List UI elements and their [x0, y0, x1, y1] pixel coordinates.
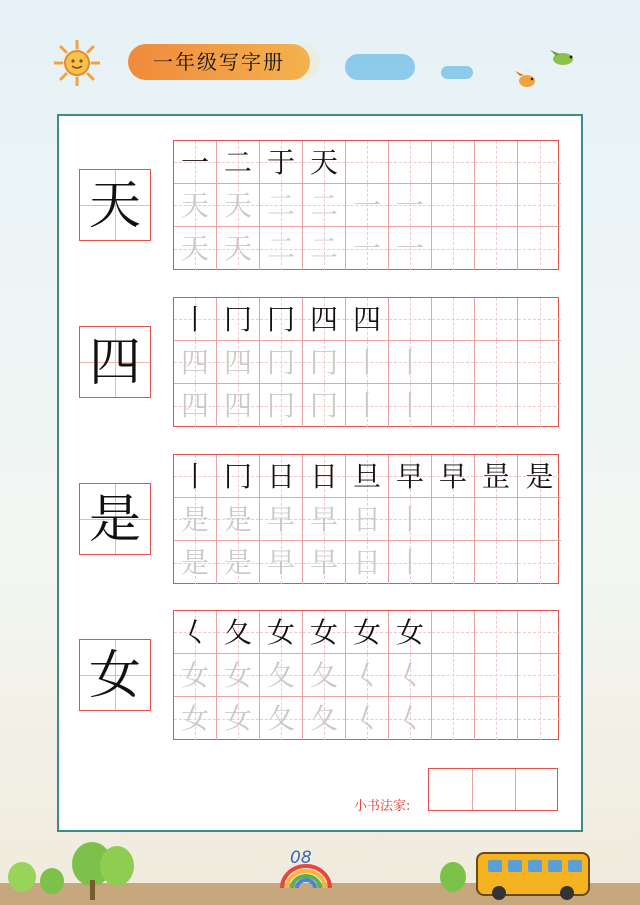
trace-glyph — [432, 384, 474, 427]
trace-glyph — [432, 184, 474, 226]
stroke-step: 冂 — [223, 460, 252, 493]
page-title: 一年级写字册 — [153, 50, 285, 74]
stroke-step: 天 — [309, 146, 338, 179]
tracing-cell[interactable] — [432, 498, 475, 541]
stroke-order-cell[interactable] — [518, 141, 561, 184]
stroke-order-cell[interactable] — [260, 611, 303, 654]
tracing-cell[interactable] — [432, 541, 475, 584]
school-bus-icon — [476, 852, 590, 896]
stroke-step: 夂 — [223, 616, 252, 649]
tracing-cell[interactable] — [346, 654, 389, 697]
trace-glyph: 一 — [352, 232, 381, 265]
trace-glyph: 早 — [266, 503, 295, 536]
trace-glyph: 夂 — [266, 702, 295, 735]
trace-glyph: 𡿨 — [352, 702, 381, 735]
trace-glyph — [432, 654, 474, 696]
stroke-order-cell[interactable] — [389, 298, 432, 341]
tracing-cell[interactable] — [260, 498, 303, 541]
tracing-cell[interactable] — [217, 654, 260, 697]
stroke-step — [518, 141, 561, 183]
trace-glyph — [475, 541, 517, 584]
bird-icon-orange — [514, 70, 540, 94]
trace-glyph: 女 — [180, 659, 209, 692]
page-title-banner — [128, 44, 310, 80]
stroke-step: 于 — [266, 146, 295, 179]
stroke-step — [432, 611, 474, 653]
trace-glyph: 是 — [223, 503, 252, 536]
trace-glyph: 二 — [309, 189, 338, 222]
trace-glyph — [475, 227, 517, 270]
stroke-order-cell[interactable] — [174, 455, 217, 498]
stroke-step — [518, 298, 561, 340]
tracing-cell[interactable] — [518, 184, 561, 227]
tracing-cell[interactable] — [303, 227, 346, 270]
stroke-step: 旦 — [352, 460, 381, 493]
tracing-cell[interactable] — [303, 498, 346, 541]
tracing-cell[interactable] — [260, 227, 303, 270]
trace-glyph: 日 — [352, 503, 381, 536]
tracing-cell[interactable] — [260, 341, 303, 384]
tracing-cell[interactable] — [174, 541, 217, 584]
stroke-step: 日 — [309, 460, 338, 493]
tracing-cell[interactable] — [174, 654, 217, 697]
trace-glyph: 是 — [223, 546, 252, 579]
tracing-cell[interactable] — [303, 541, 346, 584]
tree-icon — [440, 862, 466, 892]
tree-trunk — [90, 880, 95, 900]
tracing-cell[interactable] — [346, 697, 389, 740]
trace-glyph: 四 — [223, 346, 252, 379]
tracing-cell[interactable] — [389, 697, 432, 740]
trace-glyph: 冂 — [266, 389, 295, 422]
tracing-cell[interactable] — [346, 184, 389, 227]
tracing-cell[interactable] — [346, 227, 389, 270]
trace-glyph: 𡿨 — [352, 659, 381, 692]
tracing-cell[interactable] — [346, 498, 389, 541]
model-character-box — [79, 483, 151, 555]
model-character: 是 — [88, 490, 141, 550]
stroke-step: 冂 — [266, 303, 295, 336]
trace-glyph — [475, 654, 517, 696]
tracing-cell[interactable] — [346, 341, 389, 384]
trace-glyph: 天 — [223, 189, 252, 222]
trace-glyph: 冂 — [309, 389, 338, 422]
trace-glyph — [518, 341, 561, 383]
stroke-order-cell[interactable] — [217, 298, 260, 341]
stroke-order-cell[interactable] — [475, 455, 518, 498]
stroke-order-cell[interactable] — [432, 455, 475, 498]
trace-glyph: 四 — [223, 389, 252, 422]
trace-glyph: 丨 — [395, 503, 424, 536]
trace-glyph: 𡿨 — [395, 702, 424, 735]
practice-grid — [173, 140, 559, 270]
stroke-order-cell[interactable] — [174, 141, 217, 184]
stroke-step: 女 — [266, 616, 295, 649]
stroke-step — [346, 141, 388, 183]
tracing-cell[interactable] — [475, 341, 518, 384]
trace-glyph — [475, 498, 517, 540]
stroke-order-cell[interactable] — [475, 141, 518, 184]
stroke-order-cell[interactable] — [389, 141, 432, 184]
trace-glyph: 早 — [309, 503, 338, 536]
stroke-step: 日 — [266, 460, 295, 493]
stroke-step: 四 — [309, 303, 338, 336]
tracing-cell[interactable] — [217, 184, 260, 227]
model-character: 天 — [88, 176, 141, 236]
tracing-cell[interactable] — [475, 227, 518, 270]
tracing-cell[interactable] — [260, 384, 303, 427]
model-character-box — [79, 326, 151, 398]
tracing-cell[interactable] — [217, 498, 260, 541]
trace-glyph — [518, 498, 561, 540]
tracing-cell[interactable] — [389, 541, 432, 584]
trace-glyph — [432, 227, 474, 270]
stroke-step — [389, 298, 431, 340]
trace-glyph: 冂 — [309, 346, 338, 379]
stroke-step: 四 — [352, 303, 381, 336]
tracing-cell[interactable] — [475, 654, 518, 697]
stroke-order-cell[interactable] — [346, 611, 389, 654]
trace-glyph — [518, 541, 561, 584]
model-character: 四 — [88, 333, 141, 393]
stroke-order-cell[interactable] — [432, 298, 475, 341]
stroke-step: 丨 — [180, 303, 209, 336]
trace-glyph: 丨 — [395, 546, 424, 579]
cloud-decoration-large — [345, 54, 415, 80]
tracing-cell[interactable] — [518, 541, 561, 584]
tracing-cell[interactable] — [303, 654, 346, 697]
tracing-cell[interactable] — [303, 184, 346, 227]
stroke-order-cell[interactable] — [260, 298, 303, 341]
trace-glyph — [432, 498, 474, 540]
bird-icon — [548, 48, 578, 72]
stroke-order-cell[interactable] — [217, 141, 260, 184]
sun-decoration — [54, 40, 100, 86]
trace-glyph — [518, 384, 561, 427]
trace-glyph: 是 — [180, 503, 209, 536]
stroke-step — [518, 611, 561, 653]
tracing-cell[interactable] — [475, 184, 518, 227]
trace-glyph: 天 — [223, 232, 252, 265]
stroke-order-cell[interactable] — [260, 455, 303, 498]
stroke-order-cell[interactable] — [432, 141, 475, 184]
tree-icon — [100, 846, 134, 886]
tracing-cell[interactable] — [518, 697, 561, 740]
stroke-order-cell[interactable] — [260, 141, 303, 184]
stroke-order-cell[interactable] — [518, 611, 561, 654]
tracing-cell[interactable] — [174, 184, 217, 227]
tracing-cell[interactable] — [174, 697, 217, 740]
trace-glyph — [475, 184, 517, 226]
stroke-order-cell[interactable] — [518, 298, 561, 341]
stroke-step: 女 — [352, 616, 381, 649]
trace-glyph: 四 — [180, 346, 209, 379]
tracing-cell[interactable] — [217, 541, 260, 584]
stroke-step — [475, 298, 517, 340]
trace-glyph: 丨 — [352, 346, 381, 379]
trace-glyph: 夂 — [309, 702, 338, 735]
trace-glyph: 丨 — [395, 346, 424, 379]
banner-tail — [280, 44, 320, 80]
trace-glyph: 夂 — [309, 659, 338, 692]
stroke-step — [475, 611, 517, 653]
rainbow-icon — [278, 862, 334, 888]
tracing-cell[interactable] — [174, 227, 217, 270]
page-number: 08 — [290, 848, 312, 868]
stroke-step — [432, 298, 474, 340]
practice-grid — [173, 454, 559, 584]
cloud-decoration-small — [441, 66, 473, 79]
trace-glyph: 天 — [180, 232, 209, 265]
trace-glyph: 日 — [352, 546, 381, 579]
tracing-cell[interactable] — [217, 341, 260, 384]
stroke-step: 早 — [395, 460, 424, 493]
tracing-cell[interactable] — [518, 384, 561, 427]
trace-glyph: 𡿨 — [395, 659, 424, 692]
trace-glyph: 早 — [266, 546, 295, 579]
tree-icon — [8, 862, 36, 892]
trace-glyph: 四 — [180, 389, 209, 422]
stroke-order-cell[interactable] — [174, 298, 217, 341]
trace-glyph: 夂 — [266, 659, 295, 692]
stroke-step: 丨 — [180, 460, 209, 493]
tracing-cell[interactable] — [346, 541, 389, 584]
stroke-order-cell[interactable] — [518, 455, 561, 498]
stroke-order-cell[interactable] — [346, 298, 389, 341]
stroke-order-cell[interactable] — [389, 611, 432, 654]
tree-icon — [40, 868, 64, 894]
trace-glyph: 早 — [309, 546, 338, 579]
stroke-order-cell[interactable] — [303, 455, 346, 498]
tracing-cell[interactable] — [389, 384, 432, 427]
trace-glyph: 丨 — [395, 389, 424, 422]
trace-glyph: 女 — [180, 702, 209, 735]
signature-grid[interactable] — [428, 768, 558, 811]
stroke-step: 一 — [180, 146, 209, 179]
tracing-cell[interactable] — [217, 697, 260, 740]
stroke-order-cell[interactable] — [303, 611, 346, 654]
trace-glyph — [432, 341, 474, 383]
signature-label: 小书法家: — [354, 799, 411, 814]
stroke-step: 女 — [309, 616, 338, 649]
tracing-cell[interactable] — [303, 341, 346, 384]
tracing-cell[interactable] — [432, 697, 475, 740]
trace-glyph: 二 — [266, 232, 295, 265]
tracing-cell[interactable] — [389, 341, 432, 384]
stroke-order-cell[interactable] — [174, 611, 217, 654]
tracing-cell[interactable] — [518, 227, 561, 270]
stroke-order-cell[interactable] — [346, 141, 389, 184]
trace-glyph: 是 — [180, 546, 209, 579]
tracing-cell[interactable] — [475, 697, 518, 740]
trace-glyph — [432, 697, 474, 740]
trace-glyph: 一 — [395, 189, 424, 222]
stroke-step — [432, 141, 474, 183]
stroke-step: 是 — [525, 460, 554, 493]
tracing-cell[interactable] — [475, 384, 518, 427]
tracing-cell[interactable] — [432, 654, 475, 697]
model-character-box — [79, 169, 151, 241]
tracing-cell[interactable] — [174, 341, 217, 384]
stroke-order-cell[interactable] — [303, 141, 346, 184]
stroke-order-cell[interactable] — [346, 455, 389, 498]
trace-glyph — [518, 697, 561, 740]
tracing-cell[interactable] — [260, 697, 303, 740]
tracing-cell[interactable] — [518, 341, 561, 384]
stroke-step: 女 — [395, 616, 424, 649]
trace-glyph — [518, 184, 561, 226]
trace-glyph — [432, 541, 474, 584]
stroke-step: 二 — [223, 146, 252, 179]
trace-glyph — [518, 654, 561, 696]
tracing-cell[interactable] — [432, 384, 475, 427]
tracing-cell[interactable] — [432, 227, 475, 270]
trace-glyph: 冂 — [266, 346, 295, 379]
practice-grid — [173, 297, 559, 427]
practice-grid — [173, 610, 559, 740]
stroke-order-cell[interactable] — [389, 455, 432, 498]
trace-glyph: 二 — [309, 232, 338, 265]
stroke-step: 𡿨 — [180, 616, 209, 649]
trace-glyph — [475, 384, 517, 427]
stroke-order-cell[interactable] — [432, 611, 475, 654]
tracing-cell[interactable] — [217, 227, 260, 270]
tracing-cell[interactable] — [432, 184, 475, 227]
tracing-cell[interactable] — [174, 384, 217, 427]
tracing-cell[interactable] — [389, 498, 432, 541]
trace-glyph: 二 — [266, 189, 295, 222]
stroke-order-cell[interactable] — [475, 611, 518, 654]
trace-glyph: 丨 — [352, 389, 381, 422]
stroke-step: 早 — [438, 460, 467, 493]
stroke-order-cell[interactable] — [217, 455, 260, 498]
tracing-cell[interactable] — [346, 384, 389, 427]
trace-glyph: 女 — [223, 702, 252, 735]
trace-glyph — [475, 697, 517, 740]
model-character-box — [79, 639, 151, 711]
tracing-cell[interactable] — [260, 654, 303, 697]
stroke-order-cell[interactable] — [217, 611, 260, 654]
tracing-cell[interactable] — [389, 227, 432, 270]
trace-glyph: 天 — [180, 189, 209, 222]
tracing-cell[interactable] — [389, 654, 432, 697]
stroke-step: 冂 — [223, 303, 252, 336]
stroke-step — [475, 141, 517, 183]
stroke-order-cell[interactable] — [475, 298, 518, 341]
model-character: 女 — [88, 646, 141, 706]
tracing-cell[interactable] — [303, 384, 346, 427]
tracing-cell[interactable] — [518, 498, 561, 541]
trace-glyph — [475, 341, 517, 383]
tracing-cell[interactable] — [260, 184, 303, 227]
tracing-cell[interactable] — [518, 654, 561, 697]
tracing-cell[interactable] — [217, 384, 260, 427]
stroke-step: 昰 — [481, 460, 510, 493]
tracing-cell[interactable] — [303, 697, 346, 740]
tracing-cell[interactable] — [475, 541, 518, 584]
stroke-step — [389, 141, 431, 183]
tracing-cell[interactable] — [389, 184, 432, 227]
trace-glyph — [518, 227, 561, 270]
tracing-cell[interactable] — [174, 498, 217, 541]
trace-glyph: 女 — [223, 659, 252, 692]
tracing-cell[interactable] — [260, 541, 303, 584]
trace-glyph: 一 — [352, 189, 381, 222]
tracing-cell[interactable] — [432, 341, 475, 384]
stroke-order-cell[interactable] — [303, 298, 346, 341]
tracing-cell[interactable] — [475, 498, 518, 541]
trace-glyph: 一 — [395, 232, 424, 265]
